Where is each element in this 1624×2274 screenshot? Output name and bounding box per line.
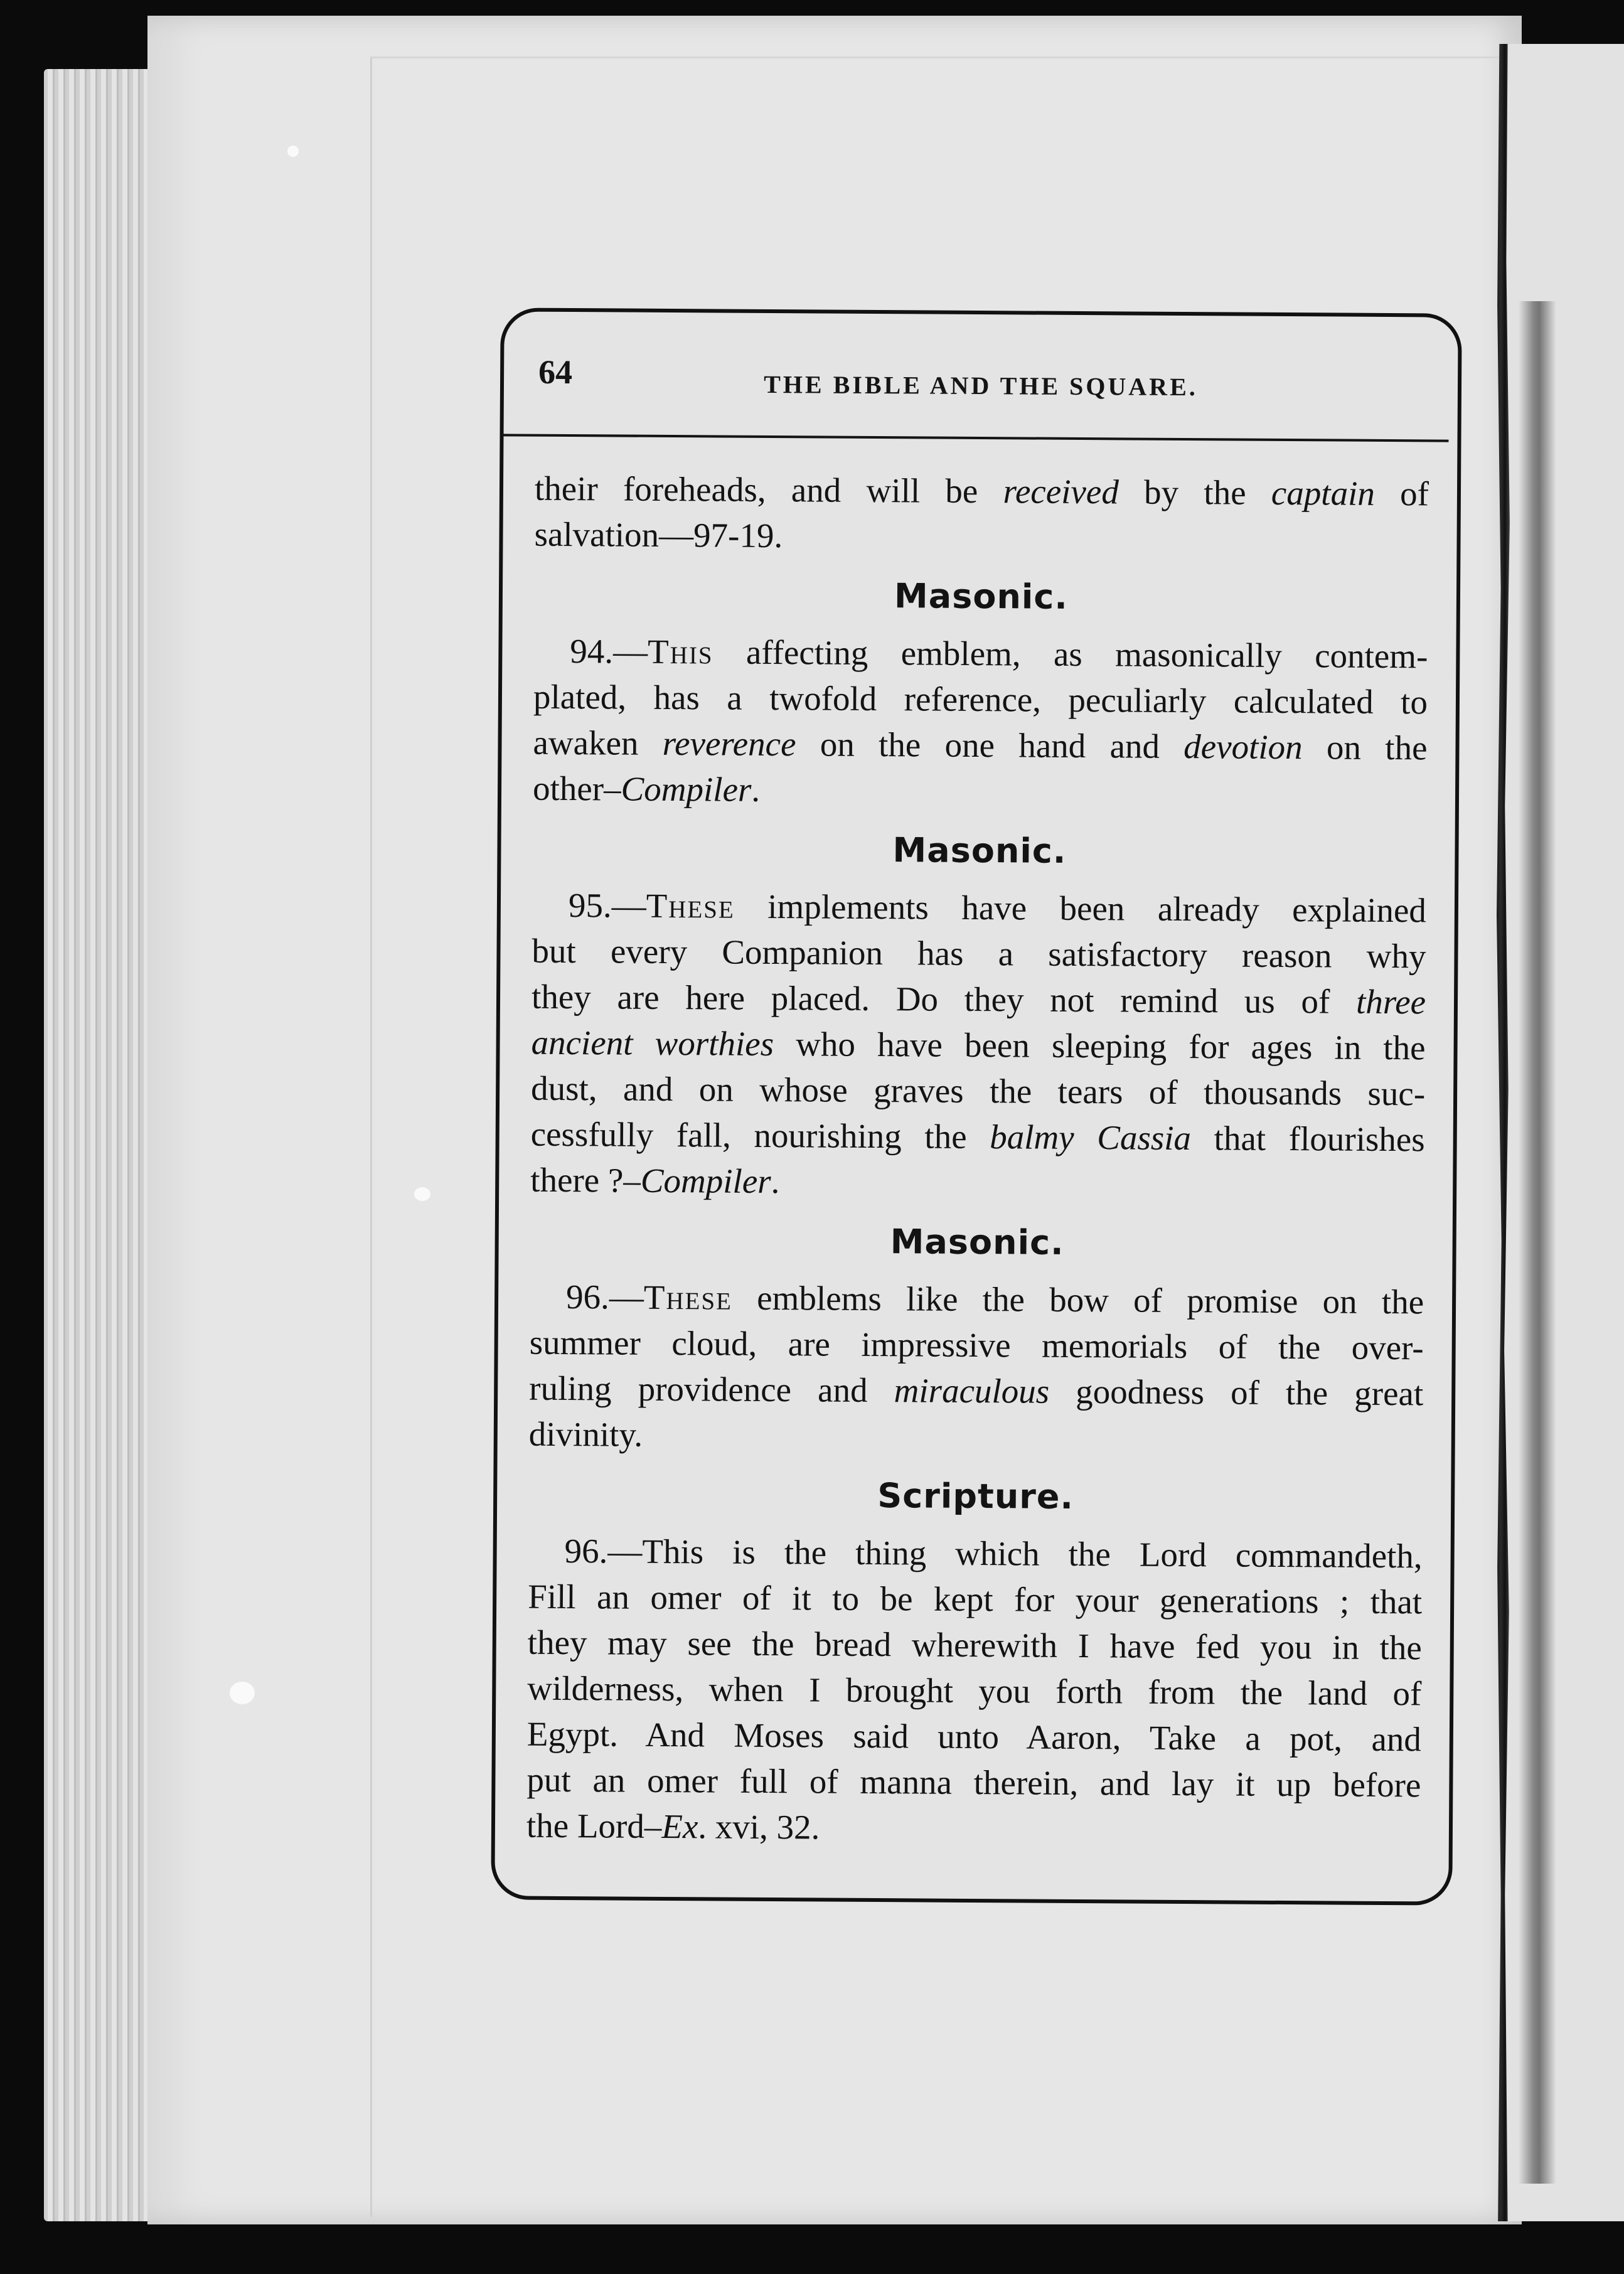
text-line: salvation—97-19. — [534, 515, 783, 555]
text-line: their foreheads, and will be received by the captain of — [534, 469, 1429, 513]
page-number: 64 — [538, 353, 573, 392]
italic-text: devotion — [1183, 727, 1303, 767]
text-line: they may see the bread wherewith I have fed you in the — [527, 1623, 1422, 1667]
paper-spot — [414, 1187, 430, 1201]
text-line: wilderness, when I brought you forth from the land of — [527, 1668, 1422, 1713]
text-line: but every Companion has a satisfactory reason why — [532, 931, 1426, 976]
small-caps-text: These — [646, 886, 735, 926]
italic-text: reverence — [662, 723, 796, 764]
text-frame — [491, 307, 1461, 1905]
italic-text: Compiler — [621, 769, 752, 809]
text-line: other–Compiler. — [532, 769, 761, 809]
italic-text: received — [1003, 472, 1119, 511]
text-line: ancient worthies who have been sleeping for ages in the — [531, 1023, 1426, 1067]
text-line: summer cloud, are impressive memorials of the over- — [529, 1323, 1424, 1367]
body-text — [526, 466, 1429, 1854]
small-caps-text: This — [647, 632, 713, 671]
text-line: put an omer full of manna therein, and lay it up before — [526, 1760, 1421, 1805]
text-line: Egypt. And Moses said unto Aaron, Take a pot, and — [526, 1714, 1422, 1759]
text-line: 96.—These emblems like the bow of promise on the — [565, 1278, 1424, 1321]
section-heading: Masonic. — [892, 830, 1067, 871]
italic-text: Compiler — [640, 1161, 771, 1201]
page-header — [504, 311, 1458, 442]
section-heading: Masonic. — [890, 1222, 1064, 1262]
paper-spot — [287, 146, 299, 157]
running-head: THE BIBLE AND THE SQUARE. — [764, 370, 1198, 402]
text-line: divinity. — [528, 1414, 643, 1454]
page-shadow — [1519, 301, 1556, 2184]
text-line: the Lord–Ex. xvi, 32. — [526, 1806, 820, 1847]
italic-text: Ex — [661, 1807, 698, 1846]
text-line: they are here placed. Do they not remind us of three — [531, 977, 1426, 1022]
text-line: Fill an omer of it to be kept for your generations ; that — [528, 1577, 1423, 1621]
small-caps-text: These — [643, 1278, 733, 1317]
text-line: awaken reverence on the one hand and devotion on the — [533, 723, 1428, 767]
text-line: there ?–Compiler. — [530, 1160, 780, 1201]
italic-text: balmy Cassia — [990, 1118, 1192, 1158]
italic-text: miraculous — [894, 1371, 1050, 1411]
italic-text: captain — [1271, 473, 1376, 513]
text-line: 94.—This affecting emblem, as masonically contem- — [570, 632, 1428, 676]
italic-text: ancient worthies — [531, 1023, 774, 1064]
text-line: dust, and on whose graves the tears of thousands suc- — [530, 1069, 1426, 1113]
paper-spot — [230, 1682, 255, 1704]
header-rule — [500, 434, 1449, 442]
text-line: 95.—These implements have been already explained — [568, 886, 1427, 930]
text-line: ruling providence and miraculous goodness of the great — [529, 1369, 1424, 1413]
italic-text: three — [1355, 982, 1426, 1022]
text-line: cessfully fall, nourishing the balmy Cassia that flourishes — [530, 1114, 1425, 1159]
section-heading: Scripture. — [877, 1476, 1074, 1517]
section-heading: Masonic. — [894, 576, 1069, 617]
text-line: plated, has a twofold reference, peculiarly calculated to — [533, 677, 1428, 722]
text-line: 96.—This is the thing which the Lord commandeth, — [564, 1532, 1423, 1576]
